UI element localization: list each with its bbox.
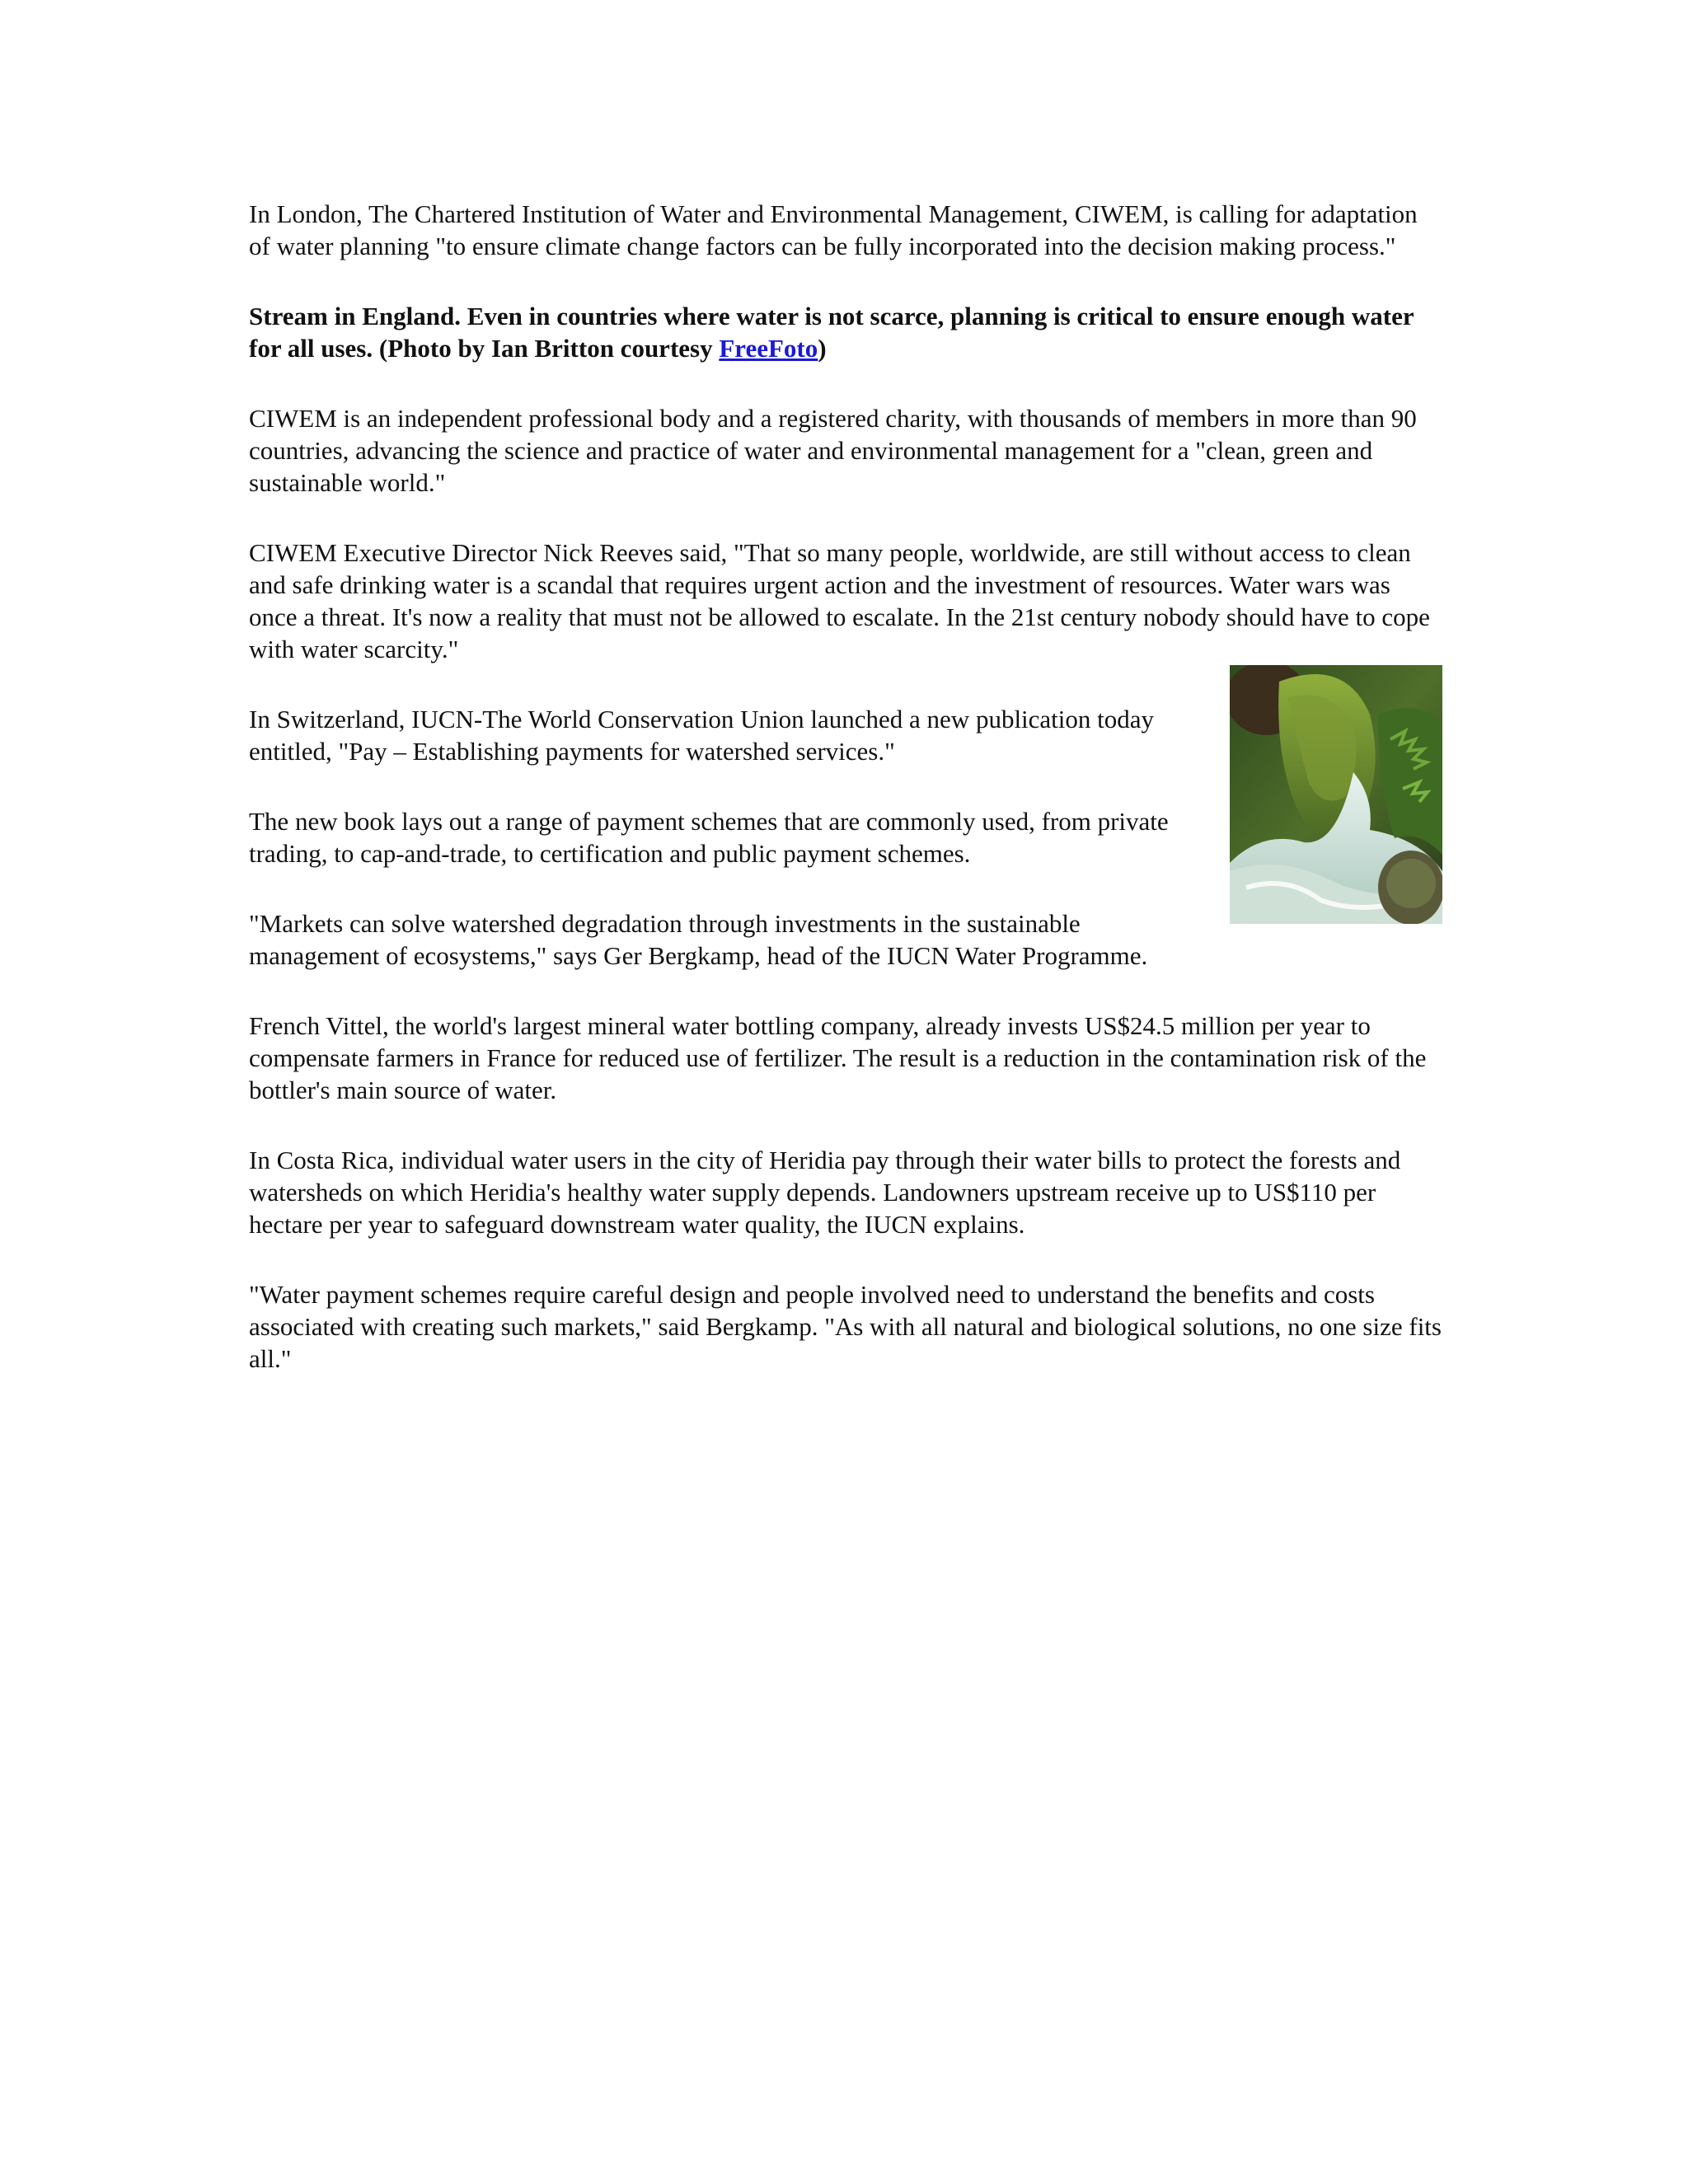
paragraph-costa-rica: In Costa Rica, individual water users in the city of Heridia pay through their water bills to protect the forests and watersheds on which Heridia's healthy water supply depends. Landowners upstream receive up to US$110 per hectare per year to safeguard downstream water quality, the IUCN explains. (249, 1146, 1401, 1239)
paragraph-ciwem: CIWEM is an independent professional body and a registered charity, with thousands of members in more than 90 countries, advancing the science and practice of water and environmental management for a "clean, green and sustainable world." (249, 404, 1417, 497)
paragraph-bergkamp-quote: "Water payment schemes require careful design and people involved need to understand the benefits and costs associated with creating such markets," said Bergkamp. "As with all natural and biological solutions, no one size fits all." (249, 1280, 1442, 1373)
caption-end: ) (818, 334, 827, 363)
paragraph-vittel: French Vittel, the world's largest mineral water bottling company, already invests US$24.5 million per year to compensate farmers in France for reduced use of fertilizer. The result is a reduction in the contamination risk of the bottler's main source of water. (249, 1011, 1427, 1104)
freefoto-link[interactable]: FreeFoto (719, 334, 818, 363)
paragraph-london: In London, The Chartered Institution of Water and Environmental Management, CIWEM, is calling for adaptation of water planning "to ensure climate change factors can be fully incorporated into the decision making process." (249, 199, 1418, 260)
stream-photo (1230, 665, 1442, 924)
paragraph-new-book: The new book lays out a range of payment schemes that are commonly used, from private trading, to cap-and-trade, to certification and public payment schemes. (249, 807, 1169, 868)
caption-text: Stream in England. Even in countries where water is not scarce, planning is critical to ensure enough water for all uses. (Photo by Ian Britton courtesy (249, 302, 1414, 363)
paragraph-switzerland: In Switzerland, IUCN-The World Conservation Union launched a new publication today entitled, "Pay – Establishing payments for watershed services." (249, 705, 1155, 766)
paragraph-reeves-quote: CIWEM Executive Director Nick Reeves said, "That so many people, worldwide, are still without access to clean and safe drinking water is a scandal that requires urgent action and the investment of resources. Water wars was once a threat. It's now a reality that must not be allowed to escalate. In the 21st century nobody should have to cope with water scarcity." (249, 538, 1430, 663)
photo-caption (249, 300, 1442, 364)
article-body (249, 198, 1442, 1413)
paragraph-markets-quote: "Markets can solve watershed degradation through investments in the sustainable management of ecosystems," says Ger Bergkamp, head of the IUCN Water Programme. (249, 909, 1148, 970)
